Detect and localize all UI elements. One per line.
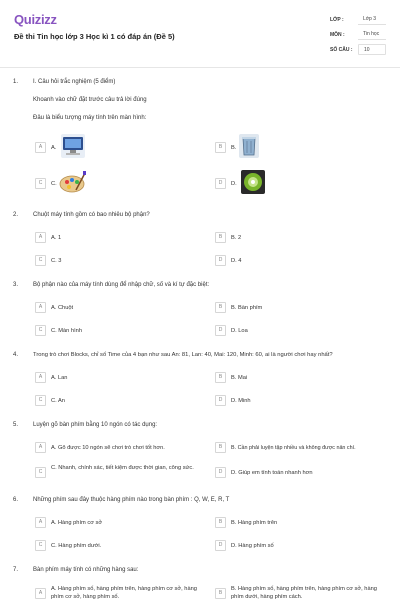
question-text: Những phím sau đây thuộc hàng phím nào trong bàn phím : Q, W, E, R, T — [33, 497, 230, 503]
option-letter: D — [215, 255, 226, 266]
option-letter: B — [215, 302, 226, 313]
worksheet-title: Đề thi Tin học lớp 3 Học kì 1 có đáp án (Đề 5) — [14, 32, 175, 41]
meta-question-count-value: 10 — [358, 44, 386, 55]
paint-palette-icon — [59, 170, 87, 194]
option-letter: A — [35, 372, 46, 383]
option-text: B. Bàn phím — [231, 305, 263, 311]
question-number: 4. — [13, 352, 19, 358]
option-letter: A — [35, 232, 46, 243]
question-number: 6. — [13, 497, 19, 503]
option-letter: D — [215, 540, 226, 551]
option-text: A. Hàng phím số, hàng phím trên, hàng phím cơ sở, hàng phím cơ sở, hàng phím số. — [51, 586, 197, 600]
logo-text: Quizizz — [14, 12, 57, 27]
option-text: B. 2 — [231, 235, 242, 241]
option-letter: D — [215, 467, 226, 478]
option-text: D. Loa — [231, 328, 248, 334]
question-number: 7. — [13, 567, 19, 573]
option-text: C. An — [51, 398, 65, 404]
question-prompt: Đâu là biểu tượng máy tính trên màn hình: — [33, 115, 147, 121]
question-number: 2. — [13, 212, 19, 218]
option-letter: C — [35, 467, 46, 478]
option-letter: C — [35, 178, 46, 189]
question-text: Bàn phím máy tính có những hàng sau: — [33, 567, 139, 573]
option-text: D. Giúp em tính toán nhanh hơn — [231, 470, 313, 476]
question-instruction: Khoanh vào chữ đặt trước câu trả lời đúng — [33, 97, 147, 103]
option-text: D. Minh — [231, 398, 251, 404]
option-letter: A — [35, 517, 46, 528]
green-app-icon — [241, 170, 265, 194]
option-letter: C — [35, 540, 46, 551]
option-letter: C — [35, 325, 46, 336]
option-text: D. — [231, 181, 237, 187]
option-text: B. — [231, 145, 237, 151]
option-text: A. Chuột — [51, 305, 74, 311]
option-text: A. Gõ được 10 ngón sẽ chơi trò chơi tốt hơn. — [51, 445, 165, 451]
option-letter: B — [215, 142, 226, 153]
meta-class-value: Lớp 3 — [358, 14, 386, 25]
option-letter: D — [215, 178, 226, 189]
meta-class — [330, 14, 388, 29]
meta-subject-label: MÔN : — [330, 32, 345, 38]
quizizz-logo — [14, 12, 57, 27]
computer-icon — [61, 134, 85, 158]
meta-class-label: LỚP : — [330, 17, 344, 23]
option-text: D. Hàng phím số — [231, 543, 274, 549]
option-letter: D — [215, 395, 226, 406]
meta-question-count — [330, 44, 388, 59]
question-number: 5. — [13, 422, 19, 428]
question-number: 3. — [13, 282, 19, 288]
question-text: I. Câu hỏi trắc nghiệm (5 điểm) — [33, 79, 116, 85]
question-text: Trong trò chơi Blocks, chỉ số Time của 4 bạn như sau An: 81, Lan: 40, Mai: 120, Minh: 60, ai là người chơi hay nhất? — [33, 352, 333, 358]
option-letter: A — [35, 302, 46, 313]
meta-subject-value: Tin học — [358, 29, 386, 40]
option-letter: C — [35, 255, 46, 266]
meta-question-count-label: SỐ CÂU : — [330, 47, 353, 53]
option-text: C. 3 — [51, 258, 62, 264]
option-letter: B — [215, 372, 226, 383]
option-text: B. Mai — [231, 375, 248, 381]
option-letter: B — [215, 442, 226, 453]
option-letter: C — [35, 395, 46, 406]
option-text: A. — [51, 145, 57, 151]
option-text: C. Nhanh, chính xác, tiết kiệm được thời gian, công sức. — [51, 465, 194, 471]
worksheet-meta — [330, 14, 388, 59]
worksheet-header — [0, 0, 400, 68]
option-letter: B — [215, 232, 226, 243]
option-text: B. Cần phải luyện tập nhiều và không được nản chí. — [231, 445, 356, 451]
question-number: 1. — [13, 79, 19, 85]
option-text: A. Hàng phím cơ sở — [51, 520, 103, 526]
option-text: B. Hàng phím trên — [231, 520, 278, 526]
question-text: Luyện gõ bàn phím bằng 10 ngón có tác dụng: — [33, 422, 158, 428]
meta-subject — [330, 29, 388, 44]
option-text: C. Hàng phím dưới. — [51, 543, 102, 549]
option-text: A. Lan — [51, 375, 68, 381]
option-letter: D — [215, 325, 226, 336]
option-text: C. — [51, 181, 57, 187]
option-text: D. 4 — [231, 258, 242, 264]
recycle-bin-icon — [239, 134, 259, 158]
option-letter: A — [35, 442, 46, 453]
option-letter: A — [35, 588, 46, 599]
question-text: Bộ phận nào của máy tính dùng để nhập chữ, số và kí tự đặc biệt: — [33, 282, 210, 288]
option-letter: B — [215, 517, 226, 528]
option-letter: B — [215, 588, 226, 599]
option-letter: A — [35, 142, 46, 153]
option-text: C. Màn hình — [51, 328, 82, 334]
question-text: Chuột máy tính gồm có bao nhiêu bộ phận? — [33, 212, 150, 218]
option-text: A. 1 — [51, 235, 62, 241]
option-text: B. Hàng phím số, hàng phím trên, hàng phím cơ sở, hàng phím dưới, hàng phím cách. — [231, 586, 377, 600]
